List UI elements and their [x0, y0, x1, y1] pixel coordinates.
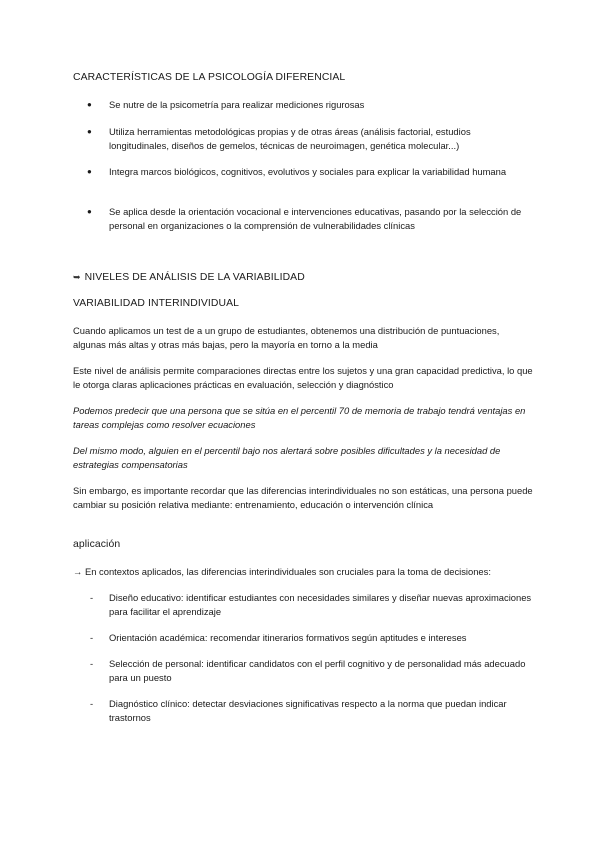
list-item: ● Se aplica desde la orientación vocacional e intervenciones educativas, pasando por la selección de personal en organizaciones o la comprensión de vulnerabilidades clínicas [87, 206, 522, 231]
paragraph: Cuando aplicamos un test de a un grupo de estudiantes, obtenemos una distribución de puntuaciones, algunas más altas y otras más bajas, pero la mayoría en torno a la media [73, 325, 500, 350]
bullet-icon: ● [87, 167, 92, 176]
list-item: - Diseño educativo: identificar estudiantes con necesidades similares y diseñar nuevas aproximaciones para facilitar el aprendizaje [90, 592, 532, 617]
application-list [73, 697, 533, 725]
paragraph: Este nivel de análisis permite comparaciones directas entre los sujetos y una gran capacidad predictiva, lo que le otorga claras aplicaciones prácticas en evaluación, selección y diagnóstico [73, 365, 533, 390]
list-item: - Diagnóstico clínico: detectar desviaciones significativas respecto a la norma que puedan indicar trastornos [90, 698, 507, 723]
list-item: - Orientación académica: recomendar itinerarios formativos según aptitudes e intereses [90, 632, 467, 643]
dash-marker: - [90, 592, 94, 603]
bullet-icon: ● [87, 100, 92, 109]
application-list [73, 631, 533, 645]
application-list [73, 591, 533, 619]
section-title-characteristics: CARACTERÍSTICAS DE LA PSICOLOGÍA DIFERENCIAL [73, 72, 346, 83]
list-item: ● Integra marcos biológicos, cognitivos, evolutivos y sociales para explicar la variabilidad humana [87, 166, 507, 177]
list-item: - Selección de personal: identificar candidatos con el perfil cognitivo y de personalidad más adecuado para un puesto [90, 658, 526, 683]
arrow-icon: ➥ [73, 272, 81, 282]
characteristics-list [73, 205, 533, 233]
subtitle-interindividual: VARIABILIDAD INTERINDIVIDUAL [73, 298, 240, 309]
bullet-icon: ● [87, 207, 92, 216]
application-intro: → En contextos aplicados, las diferencias interindividuales son cruciales para la toma de decisiones: [73, 566, 491, 577]
list-item: ● Utiliza herramientas metodológicas propias y de otras áreas (análisis factorial, estudios longitudinales, diseños de gemelos, técnicas de neuroimagen, genética molecular...) [87, 126, 471, 151]
characteristics-list [73, 125, 533, 153]
application-list [73, 657, 533, 685]
characteristics-list [73, 98, 533, 112]
bullet-icon: ● [87, 127, 92, 136]
list-item: ● Se nutre de la psicometría para realizar mediciones rigurosas [87, 99, 365, 110]
section-title-levels: ➥ NIVELES DE ANÁLISIS DE LA VARIABILIDAD [73, 272, 305, 283]
characteristics-list [73, 165, 533, 179]
italic-paragraph: Del mismo modo, alguien en el percentil bajo nos alertará sobre posibles dificultades y la necesidad de estrategias compensatorias [73, 445, 501, 470]
dash-marker: - [90, 698, 94, 709]
application-label: aplicación [73, 539, 121, 550]
italic-paragraph: Podemos predecir que una persona que se sitúa en el percentil 70 de memoria de trabajo tendrá ventajas en tareas complejas como resolver ecuaciones [73, 405, 526, 430]
dash-marker: - [90, 632, 94, 643]
dash-marker: - [90, 658, 94, 669]
paragraph: Sin embargo, es importante recordar que las diferencias interindividuales no son estáticas, una persona puede cambiar su posición relativa mediante: entrenamiento, educación o intervención clínica [73, 485, 533, 510]
